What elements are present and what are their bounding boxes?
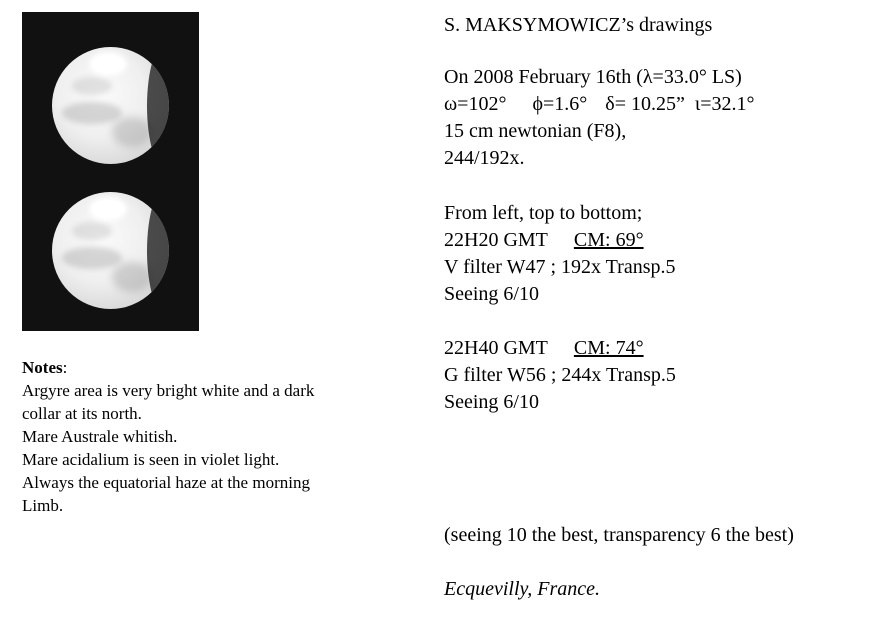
filter-line: G filter W56 ; 244x Transp.5 <box>444 364 676 386</box>
angles-line <box>444 91 755 118</box>
notes-line: Argyre area is very bright white and a dark <box>22 381 315 400</box>
notes-heading: Notes <box>22 358 63 377</box>
surface-shading <box>72 222 112 240</box>
surface-shading <box>72 77 112 95</box>
drawings-panel <box>22 12 199 331</box>
observation-block-2 <box>444 335 676 416</box>
cm-value: CM: 74° <box>573 337 644 359</box>
surface-shading <box>112 117 152 147</box>
observation-block-1 <box>444 200 676 308</box>
location: Ecquevilly, France. <box>444 578 601 600</box>
terminator-shadow <box>147 47 169 164</box>
page-title: S. MAKSYMOWICZ’s drawings <box>444 14 713 36</box>
mars-disc-icon <box>52 192 169 309</box>
seeing-line: Seeing 6/10 <box>444 391 539 413</box>
telescope-line: 15 cm newtonian (F8), <box>444 120 627 142</box>
polar-cap <box>92 55 124 73</box>
notes-block <box>22 356 314 517</box>
terminator-shadow <box>147 192 169 309</box>
intro-line: From left, top to bottom; <box>444 202 643 224</box>
magnification-line: 244/192x. <box>444 147 525 169</box>
seeing-line: Seeing 6/10 <box>444 283 539 305</box>
surface-shading <box>112 262 152 292</box>
ephemeris-block <box>444 64 755 172</box>
notes-line: Limb. <box>22 496 64 515</box>
notes-line: collar at its north. <box>22 404 142 423</box>
notes-heading-line <box>22 356 314 379</box>
surface-shading <box>62 102 122 124</box>
time-value: 22H20 GMT <box>444 229 548 251</box>
date-line: On 2008 February 16th (λ=33.0° LS) <box>444 66 742 88</box>
omega-value: ω=102° <box>444 93 507 115</box>
time-line <box>444 335 676 362</box>
surface-shading <box>62 247 122 269</box>
notes-line: Mare Australe whitish. <box>22 427 178 446</box>
scale-note: (seeing 10 the best, transparency 6 the best) <box>444 524 794 546</box>
polar-cap <box>92 200 124 218</box>
phi-value: ϕ=1.6° <box>532 93 588 115</box>
mars-disc-icon <box>52 47 169 164</box>
notes-line: Mare acidalium is seen in violet light. <box>22 450 280 469</box>
delta-value: δ= 10.25” <box>605 93 685 115</box>
time-line <box>444 227 676 254</box>
cm-value: CM: 69° <box>573 229 644 251</box>
time-value: 22H40 GMT <box>444 337 548 359</box>
filter-line: V filter W47 ; 192x Transp.5 <box>444 256 676 278</box>
iota-value: ι=32.1° <box>694 93 755 115</box>
notes-heading-suffix: : <box>62 358 68 377</box>
notes-line: Always the equatorial haze at the morning <box>22 473 310 492</box>
